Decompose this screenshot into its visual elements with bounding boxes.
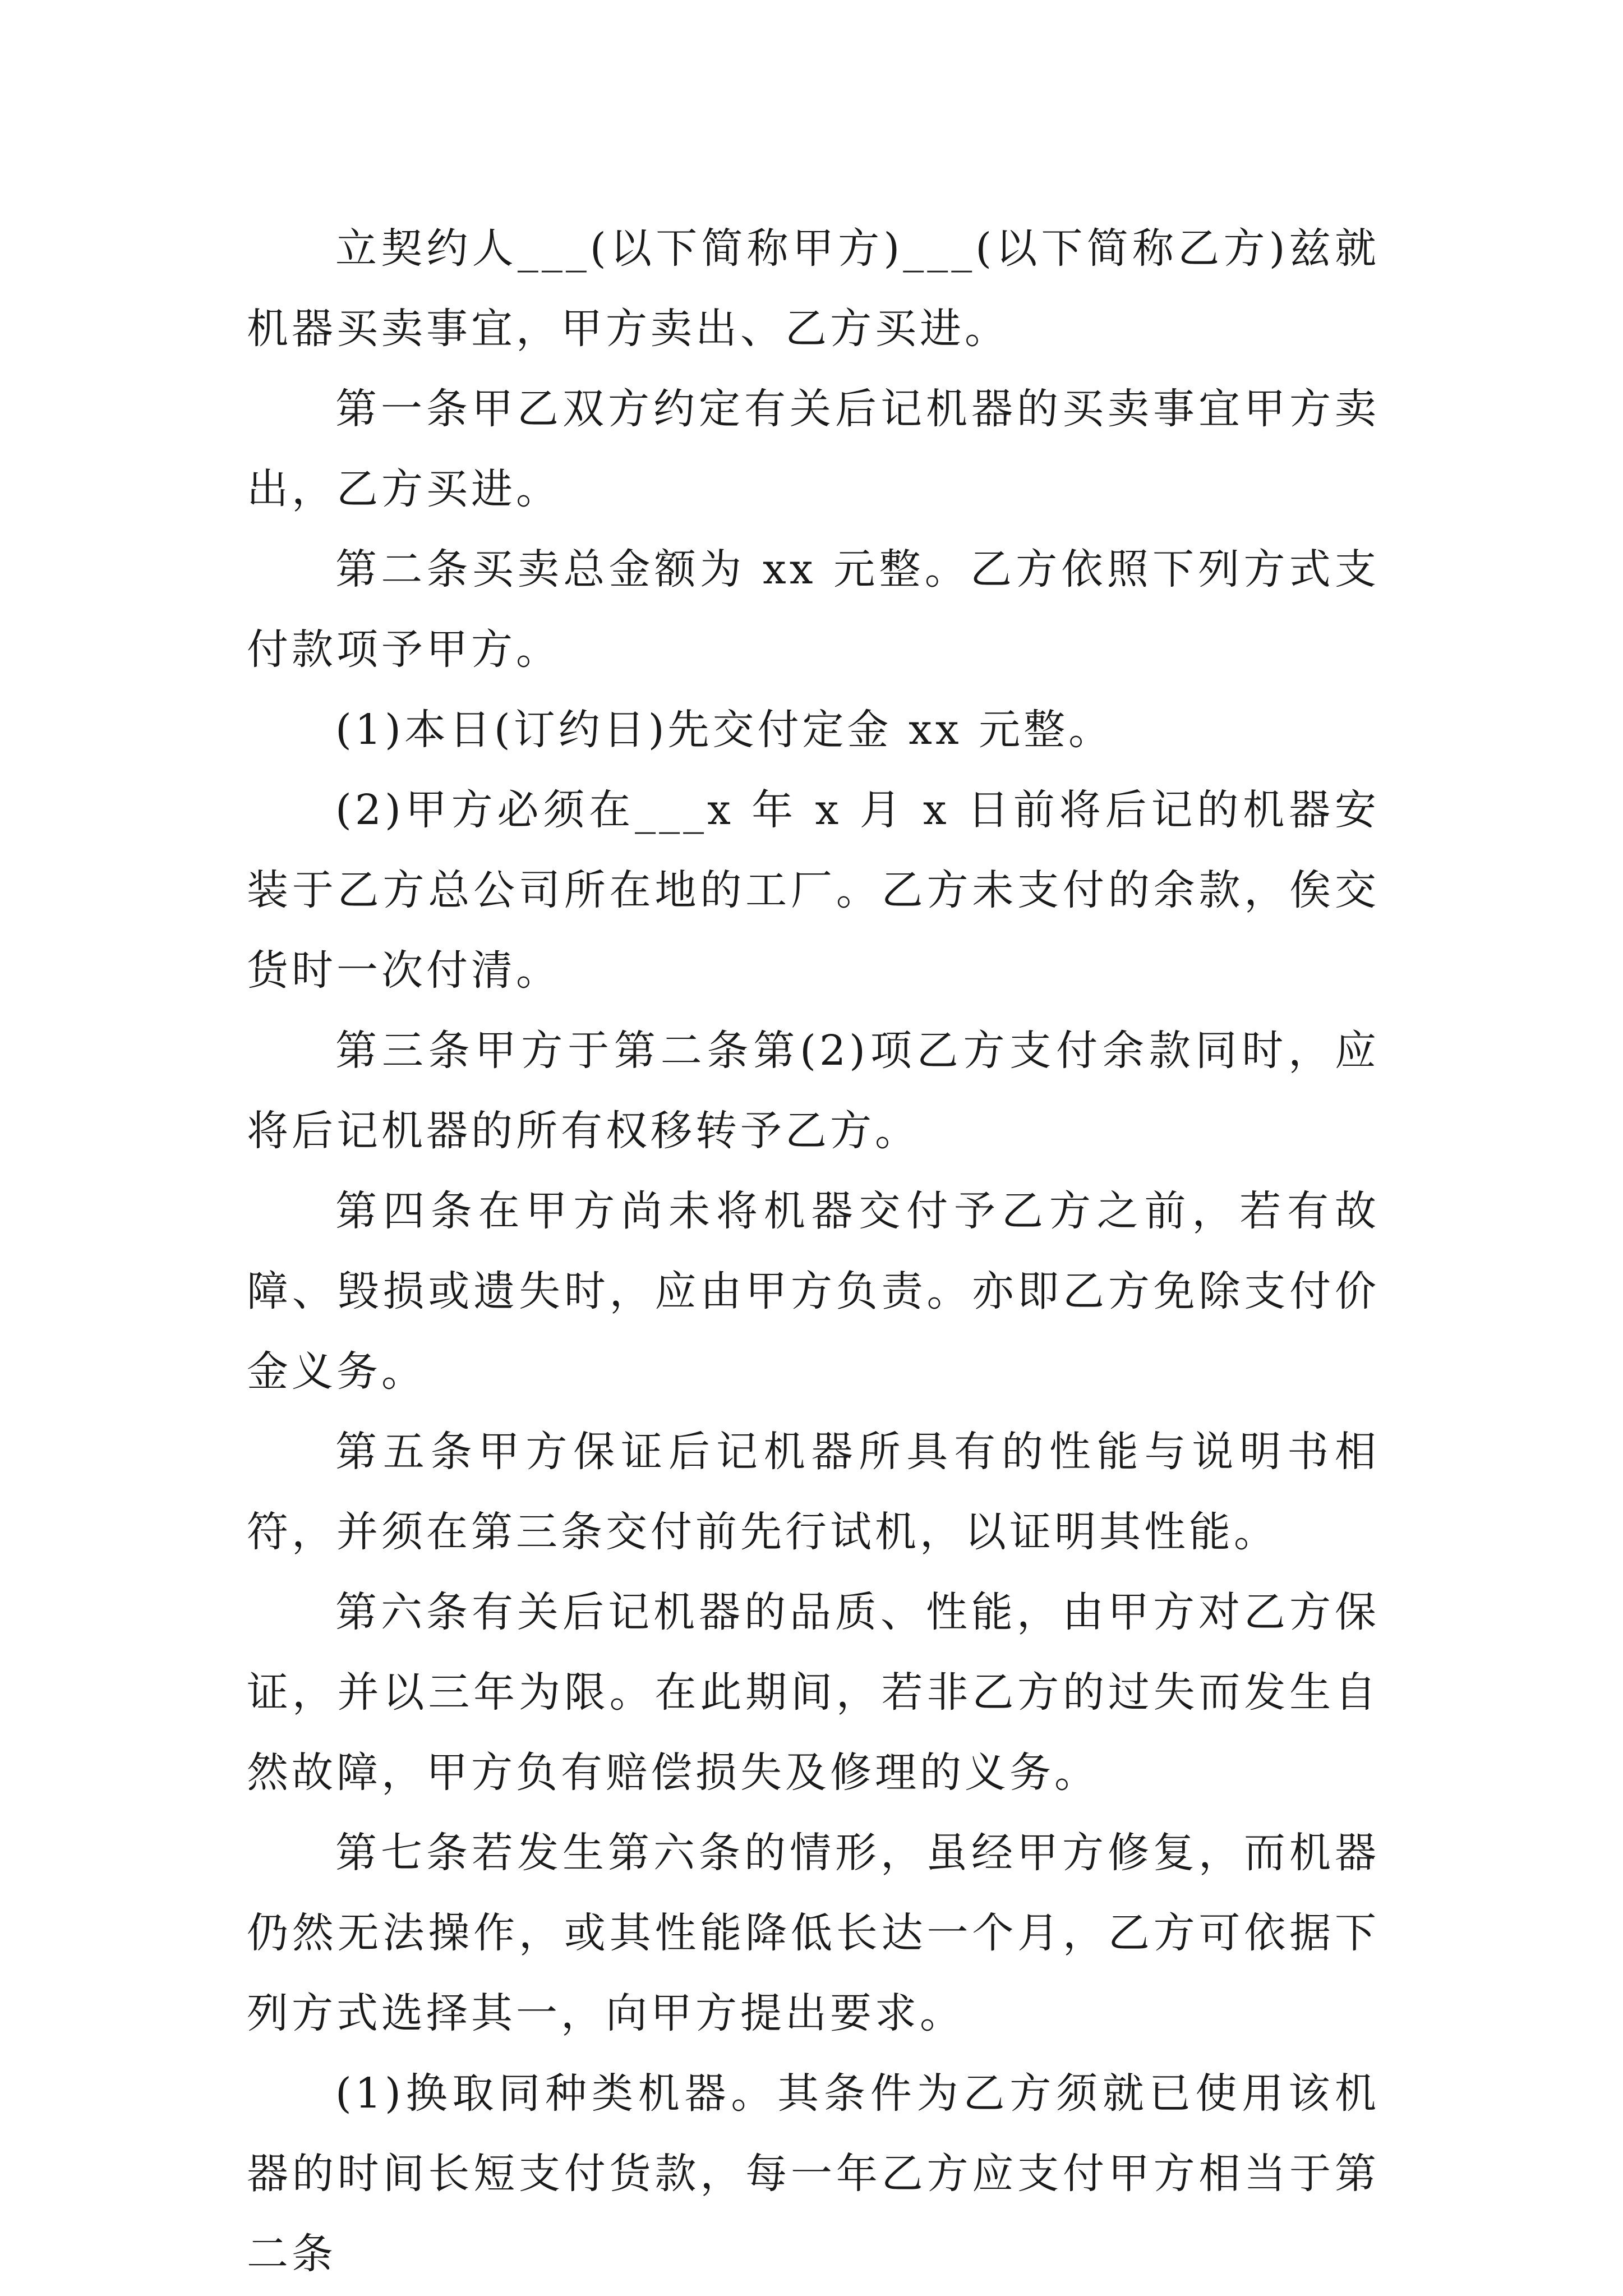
paragraph-article-7-item-1: (1)换取同种类机器。其条件为乙方须就已使用该机器的时间长短支付货款，每一年乙方应支付甲方相当于第二条 [247, 2069, 1380, 2278]
paragraph-article-1: 第一条甲乙双方约定有关后记机器的买卖事宜甲方卖出，乙方买进。 [247, 385, 1380, 513]
paragraph-article-2: 第二条买卖总金额为 xx 元整。乙方依照下列方式支付款项予甲方。 [247, 545, 1380, 674]
paragraph-article-3: 第三条甲方于第二条第(2)项乙方支付余款同时，应将后记机器的所有权移转予乙方。 [247, 1027, 1380, 1155]
paragraph-preamble: 立契约人___(以下简称甲方)___(以下简称乙方)兹就机器买卖事宜，甲方卖出、乙方买进。 [247, 224, 1380, 353]
paragraph-article-7: 第七条若发生第六条的情形，虽经甲方修复，而机器仍然无法操作，或其性能降低长达一个月，乙方可依据下列方式选择其一，向甲方提出要求。 [247, 1829, 1380, 2037]
paragraph-article-6: 第六条有关后记机器的品质、性能，由甲方对乙方保证，并以三年为限。在此期间，若非乙方的过失而发生自然故障，甲方负有赔偿损失及修理的义务。 [247, 1588, 1380, 1797]
paragraph-article-2-item-1: (1)本日(订约日)先交付定金 xx 元整。 [335, 706, 1114, 754]
paragraph-article-4: 第四条在甲方尚未将机器交付予乙方之前，若有故障、毁损或遗失时，应由甲方负责。亦即乙方免除支付价金义务。 [247, 1187, 1380, 1396]
paragraph-article-2-item-2: (2)甲方必须在___x 年 x 月 x 日前将后记的机器安装于乙方总公司所在地的工厂。乙方未支付的余款，俟交货时一次付清。 [247, 786, 1380, 995]
document-body [247, 209, 1380, 2294]
paragraph-article-5: 第五条甲方保证后记机器所具有的性能与说明书相符，并须在第三条交付前先行试机，以证明其性能。 [247, 1428, 1380, 1556]
